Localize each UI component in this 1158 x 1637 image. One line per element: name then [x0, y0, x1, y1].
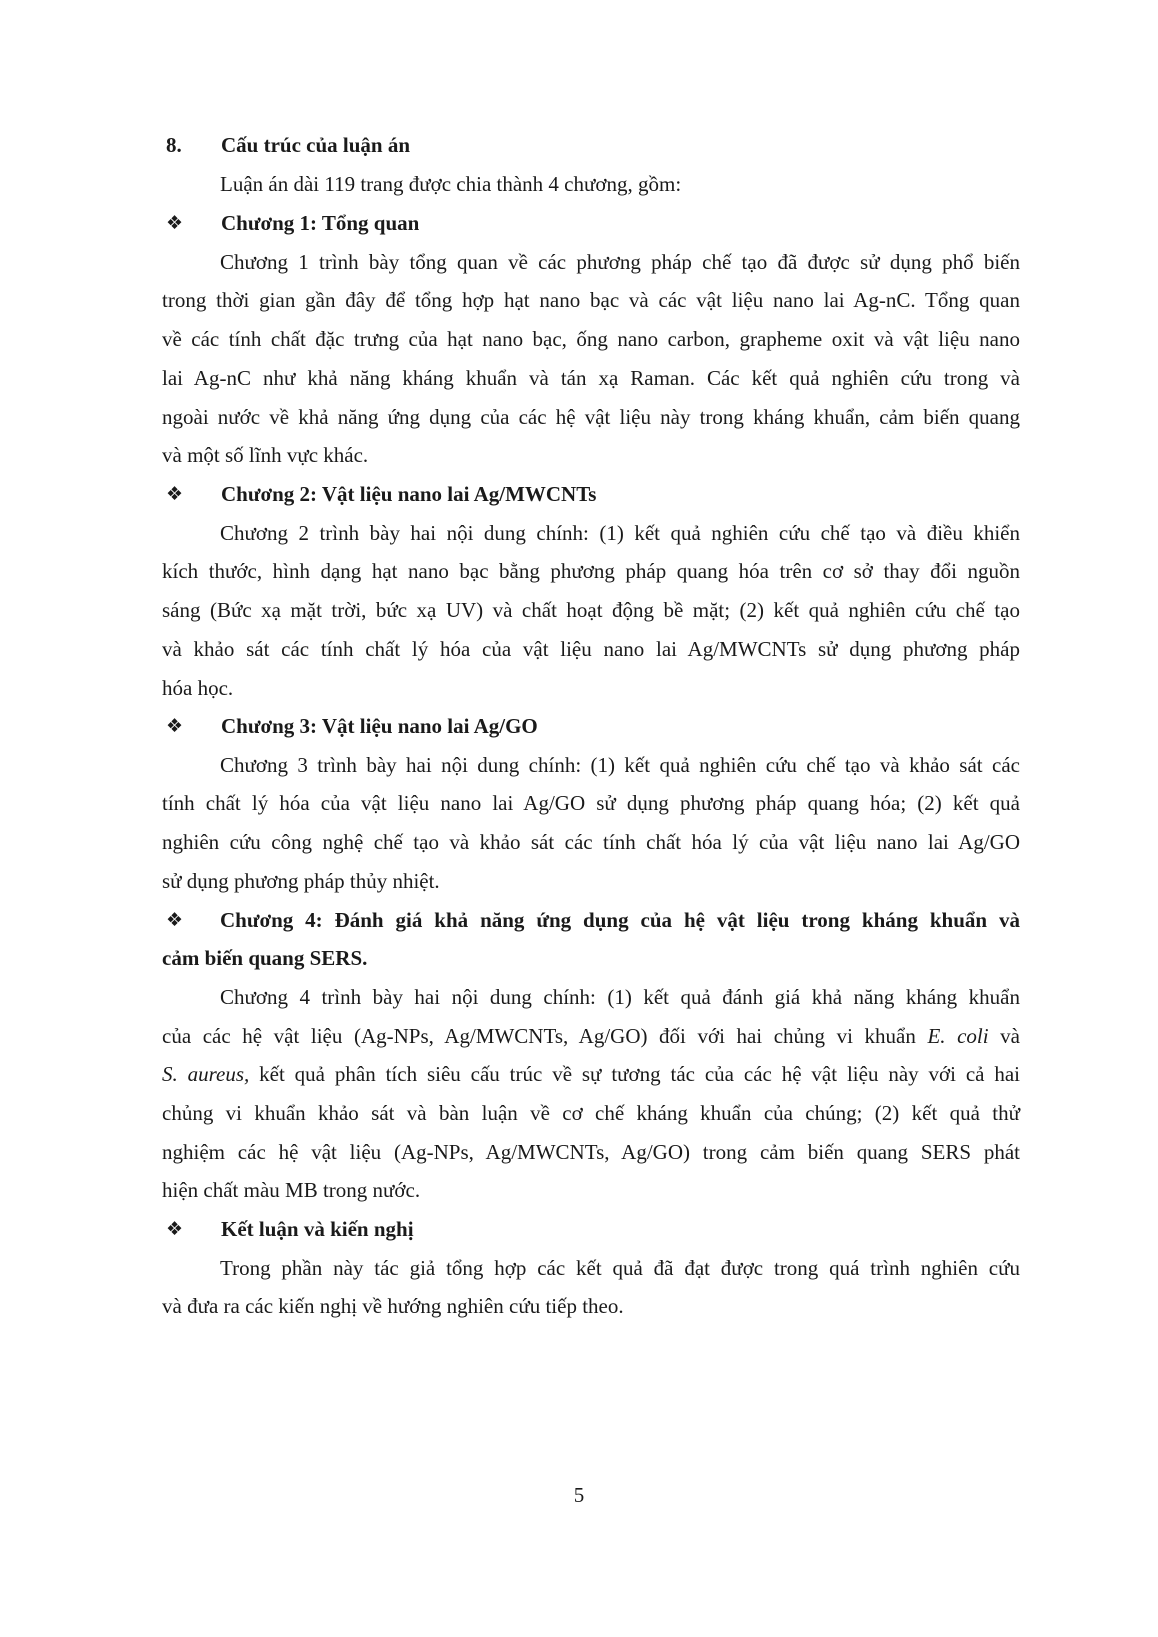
- chapter-4-title: Chương 4: Đánh giá khả năng ứng dụng của hệ vật liệu trong kháng khuẩn và: [220, 908, 1020, 932]
- conclusion-line: và đưa ra các kiến nghị về hướng nghiên cứu tiếp theo.: [162, 1294, 624, 1318]
- chapter-4-line: chủng vi khuẩn khảo sát và bàn luận về cơ chế kháng khuẩn của chúng; (2) kết quả thử: [162, 1101, 1020, 1125]
- chapter-4-text: kết quả phân tích siêu cấu trúc về sự tương tác của các hệ vật liệu này với cả hai: [259, 1062, 1020, 1086]
- chapter-2-line: Chương 2 trình bày hai nội dung chính: (1) kết quả nghiên cứu chế tạo và điều khiển: [220, 521, 1020, 545]
- chapter-3-line: Chương 3 trình bày hai nội dung chính: (1) kết quả nghiên cứu chế tạo và khảo sát các: [220, 753, 1020, 777]
- chapter-2-line: và khảo sát các tính chất lý hóa của vật liệu nano lai Ag/MWCNTs sử dụng phương pháp: [162, 637, 1020, 661]
- chapter-1-line: trong thời gian gần đây để tổng hợp hạt nano bạc và các vật liệu nano lai Ag-nC. Tổng quan: [162, 288, 1020, 312]
- chapter-4-line: nghiệm các hệ vật liệu (Ag-NPs, Ag/MWCNTs, Ag/GO) trong cảm biến quang SERS phát: [162, 1140, 1020, 1164]
- chapter-4-line: [162, 1022, 1020, 1050]
- species-name: S. aureus,: [162, 1062, 250, 1086]
- bullet-icon: ❖: [166, 715, 184, 737]
- chapter-3-title: Chương 3: Vật liệu nano lai Ag/GO: [221, 714, 538, 738]
- chapter-4-line: Chương 4 trình bày hai nội dung chính: (1) kết quả đánh giá khả năng kháng khuẩn: [220, 985, 1020, 1009]
- section-number: 8.: [166, 133, 182, 157]
- chapter-1-title: Chương 1: Tổng quan: [221, 211, 420, 235]
- section-title: Cấu trúc của luận án: [221, 133, 411, 157]
- chapter-4-title-cont: cảm biến quang SERS.: [162, 946, 368, 970]
- conclusion-line: Trong phần này tác giả tổng hợp các kết quả đã đạt được trong quá trình nghiên cứu: [220, 1256, 1020, 1280]
- bullet-icon: ❖: [166, 212, 184, 234]
- bullet-icon: ❖: [166, 909, 184, 931]
- chapter-3-line: nghiên cứu công nghệ chế tạo và khảo sát các tính chất hóa lý của vật liệu nano lai Ag/GO: [162, 830, 1020, 854]
- chapter-1-line: lai Ag-nC như khả năng kháng khuẩn và tán xạ Raman. Các kết quả nghiên cứu trong và: [162, 366, 1020, 390]
- conclusion-title: Kết luận và kiến nghị: [221, 1217, 414, 1241]
- page-number: 5: [573, 1483, 585, 1507]
- chapter-2-line: sáng (Bức xạ mặt trời, bức xạ UV) và chất hoạt động bề mặt; (2) kết quả nghiên cứu chế tạo: [162, 598, 1020, 622]
- chapter-1-line: Chương 1 trình bày tổng quan về các phương pháp chế tạo đã được sử dụng phổ biến: [220, 250, 1020, 274]
- chapter-1-line: ngoài nước về khả năng ứng dụng của các hệ vật liệu này trong kháng khuẩn, cảm biến quang: [162, 405, 1020, 429]
- chapter-3-line: sử dụng phương pháp thủy nhiệt.: [162, 869, 440, 893]
- bullet-icon: ❖: [166, 1218, 184, 1240]
- chapter-4-text: và: [1000, 1024, 1020, 1048]
- section-intro: Luận án dài 119 trang được chia thành 4 chương, gồm:: [220, 172, 682, 196]
- chapter-4-text: của các hệ vật liệu (Ag-NPs, Ag/MWCNTs, Ag/GO) đối với hai chủng vi khuẩn: [162, 1024, 916, 1048]
- chapter-2-title: Chương 2: Vật liệu nano lai Ag/MWCNTs: [221, 482, 597, 506]
- chapter-1-line: về các tính chất đặc trưng của hạt nano bạc, ống nano carbon, grapheme oxit và vật liệu nano: [162, 327, 1020, 351]
- chapter-2-line: kích thước, hình dạng hạt nano bạc bằng phương pháp quang hóa trên cơ sở thay đổi nguồn: [162, 559, 1020, 583]
- chapter-4-line: [162, 1060, 1020, 1088]
- chapter-1-line: và một số lĩnh vực khác.: [162, 443, 369, 467]
- chapter-4-line: hiện chất màu MB trong nước.: [162, 1178, 421, 1202]
- chapter-2-line: hóa học.: [162, 676, 234, 700]
- chapter-3-line: tính chất lý hóa của vật liệu nano lai Ag/GO sử dụng phương pháp quang hóa; (2) kết quả: [162, 791, 1020, 815]
- species-name: E. coli: [927, 1024, 989, 1048]
- bullet-icon: ❖: [166, 483, 184, 505]
